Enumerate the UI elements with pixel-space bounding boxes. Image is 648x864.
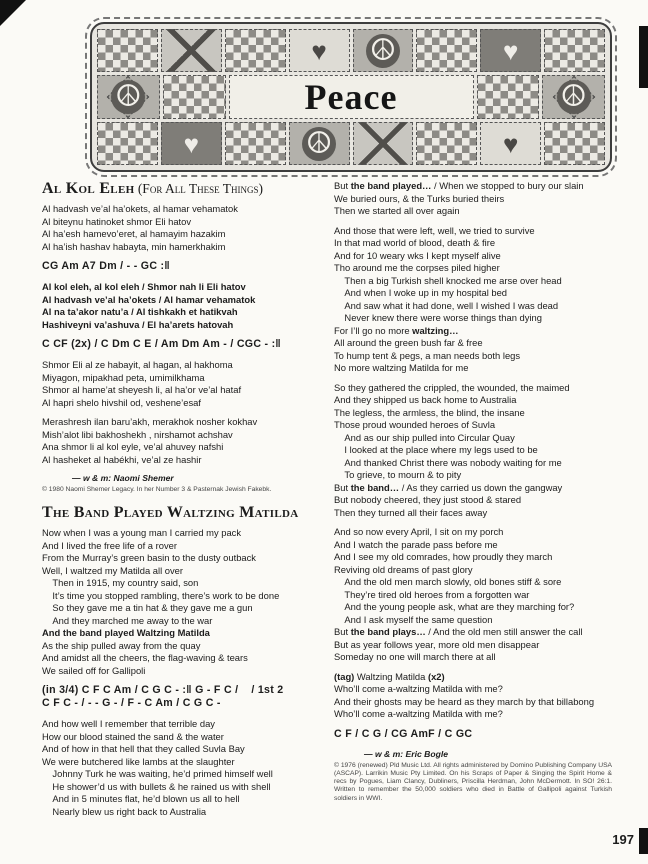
peace-icon: ☮ xyxy=(369,33,397,67)
lyric-line: Mish’alot libi bakhoshekh , nirshamot achshav xyxy=(42,428,233,440)
lyric-line: Never knew there were worse things than dying xyxy=(334,312,542,323)
attrib-block: — w & m: Naomi Shemer xyxy=(72,473,174,483)
lyric-line: And their ghosts may be heard as they march by that billabong xyxy=(334,695,595,707)
lyric-line: And I lived the free life of a rover xyxy=(42,539,177,551)
lyric-line: How our blood stained the sand & the water xyxy=(42,730,224,742)
lyric-line: And for 10 weary wks I kept myself alive xyxy=(334,249,501,261)
quilt-patch xyxy=(161,122,222,165)
lyric-line: No more waltzing Matilda for me xyxy=(334,362,469,373)
quilt-patch xyxy=(544,29,605,72)
lyric-line: But the band played… / When we stopped to bury our slain xyxy=(334,180,584,191)
chord-line: C F / C G / CG AmF / C GC xyxy=(334,727,473,740)
lyric-line: (tag) Waltzing Matilda (x2) xyxy=(334,670,445,682)
lyric-line: Miyagon, mipakhad peta, umimilkhama xyxy=(42,371,205,383)
lyric-line: Who’ll come a-waltzing Matilda with me? xyxy=(334,683,503,694)
lyric-line: And the band played Waltzing Matilda xyxy=(42,627,210,639)
lyric-line: But the band plays… / And the old men still answer the call xyxy=(334,626,583,637)
peace-badge xyxy=(557,80,591,114)
song-title-text: Al Kol Eleh xyxy=(42,180,135,197)
quilt-patch xyxy=(480,122,541,165)
corner-triangle xyxy=(0,0,26,26)
quilt-patch xyxy=(353,29,414,72)
lyric-line: And they marched me away to the war xyxy=(42,614,213,626)
quilt-patch xyxy=(480,29,541,72)
heart-icon: ♥ xyxy=(502,128,519,159)
copyright-block: © 1976 (renewed) Pld Music Ltd. All rights administered by Domino Publishing Company USA (ASCAP). Larrikin Music Pty Limited. On his Scraps of Paper & Singing the Spirit Home & recs by Pogues, Liam Clancy, Dubliners, Priscilla Herdman, John McDermott. In SO! 26:1. Written to remember the 50,000 soldiers who died in Battle of Gallipoli against Turkish soldiers in WWI. xyxy=(334,761,612,802)
lyric-line: Shmor al hame’at sheyesh li, al ha’or ve’al hataf xyxy=(42,384,242,395)
lyric-line: For I’ll go no more waltzing… xyxy=(334,324,459,336)
lyric-line: Al ha’esh hamevo’eret, al hamayim hazakim xyxy=(42,228,226,239)
lyric-line: And in 5 minutes flat, he’d blown us all to hell xyxy=(42,793,240,805)
chord-line: CG Am A7 Dm / - - GC :‖ xyxy=(42,260,170,272)
peace-icon: ☮ xyxy=(114,80,142,113)
song-title-text: The Band Played Waltzing Matilda xyxy=(42,504,299,522)
song-title xyxy=(42,504,320,522)
lyric-line: We were butchered like lambs at the slaughter xyxy=(42,755,235,767)
chords-block xyxy=(42,338,320,351)
quilt-patch xyxy=(416,29,477,72)
quilt-patch xyxy=(225,29,286,72)
lyric-line: So they gave me a tin hat & they gave me a gun xyxy=(42,602,253,614)
lyric-line: Merashresh ilan baru’akh, merakhok nosher kokhav xyxy=(42,416,258,427)
x-stitch-patch xyxy=(353,122,414,165)
lyric-line: The legless, the armless, the blind, the insane xyxy=(334,406,525,418)
right-column xyxy=(334,180,612,825)
chord-line: (in 3/4) C F C Am / C G C - :‖ G - F C / / 1st 2 xyxy=(42,684,284,697)
lyric-line: Nearly blew us right back to Australia xyxy=(42,805,207,817)
page-number: 197 xyxy=(612,832,634,847)
quilt-patch xyxy=(97,122,158,165)
quilt-patch xyxy=(163,75,226,119)
chords-block xyxy=(42,684,320,710)
attrib-block: — w & m: Eric Bogle xyxy=(364,748,449,759)
chorus-block xyxy=(42,281,320,331)
song-title xyxy=(42,180,320,198)
heart-icon: ♥ xyxy=(311,35,327,66)
peace-icon: ☮ xyxy=(305,126,333,160)
lyric-line: Al hasheket al habékhi, ve’al ze hashir xyxy=(42,453,202,465)
lyric-line: Shmor Eli al ze habayit, al hagan, al hakhoma xyxy=(42,359,233,370)
verse-block xyxy=(334,526,612,664)
lyric-line: Al hadvash ve’al ha’okets, al hamar vehamatok xyxy=(42,203,238,214)
lyric-line: Then they turned all their faces away xyxy=(334,506,488,518)
lyric-line: They’re tired old heroes from a forgotten war xyxy=(334,588,530,600)
lyric-line: Al na ta’akor natu’a / Al tishkakh et hatikvah xyxy=(42,306,238,317)
quilt-row-top xyxy=(97,29,605,72)
lyric-line: Those proud wounded heroes of Suvla xyxy=(334,419,496,430)
lyric-line: Al hadvash ve’al ha’okets / Al hamar vehamatok xyxy=(42,293,256,305)
lyric-line: And those that were left, well, we tried to survive xyxy=(334,224,535,236)
lyric-line: He shower’d us with bullets & he rained us with shell xyxy=(42,780,271,792)
lyric-line: All around the green bush far & free xyxy=(334,337,483,348)
chord-line: C F C - / - - G - / F - C Am / C G C - xyxy=(42,697,221,710)
heart-icon: ♥ xyxy=(502,35,519,66)
lyric-line: Tho around me the corpses piled higher xyxy=(334,262,500,273)
edge-tab-bottom xyxy=(639,828,648,854)
quilt-patch xyxy=(416,122,477,165)
lyric-line: Ana shmor li al kol eyle, ve’al ahuvey nafshi xyxy=(42,441,224,452)
lyric-line: And as our ship pulled into Circular Quay xyxy=(334,431,515,443)
lyric-line: From the Murray’s green basin to the dusty outback xyxy=(42,552,256,564)
lyric-line: And I ask myself the same question xyxy=(334,613,493,625)
lyric-line: And thanked Christ there was nobody waiting for me xyxy=(334,456,562,468)
lyric-line: And I see my old comrades, how proudly they march xyxy=(334,551,553,562)
copyright-block: © 1980 Naomi Shemer Legacy. In her Number 3 & Pasternak Jewish Fakebk. xyxy=(42,486,272,493)
quilt-patch xyxy=(542,75,605,119)
quilt-banner xyxy=(90,22,612,172)
lyric-line: Who’ll come a-waltzing Matilda with me? xyxy=(334,708,503,719)
peace-badge xyxy=(302,127,336,161)
lyric-line: And the old men march slowly, old bones stiff & sore xyxy=(334,576,562,587)
lyric-line: Someday no one will march there at all xyxy=(334,651,496,662)
verse-block xyxy=(42,359,320,409)
edge-tab-top xyxy=(639,26,648,88)
verse-block xyxy=(42,203,320,253)
verse-block xyxy=(42,416,320,466)
lyric-line: In that mad world of blood, death & fire xyxy=(334,237,496,248)
lyric-line: We buried ours, & the Turks buried theirs xyxy=(334,192,505,204)
lyric-line: And they shipped us back home to Australia xyxy=(334,394,517,405)
lyric-line: It’s time you stopped rambling, there’s work to be done xyxy=(42,589,280,601)
lyric-line: And how well I remember that terrible day xyxy=(42,718,215,730)
verse-block xyxy=(334,180,612,218)
lyric-line: Well, I waltzed my Matilda all over xyxy=(42,564,184,576)
lyric-line: Al biteynu hatinoket shmor Eli hatov xyxy=(42,215,192,227)
quilt-row-middle xyxy=(97,75,605,119)
peace-icon: ☮ xyxy=(560,80,588,113)
verse-block xyxy=(42,527,320,677)
lyric-line: And the young people ask, what are they marching for? xyxy=(334,601,575,612)
song-content xyxy=(42,180,612,825)
lyric-line: Al ha’ish hashav habayta, min hamerkhakim xyxy=(42,240,226,252)
quilt-patch xyxy=(225,122,286,165)
lyric-line: And so now every April, I sit on my porch xyxy=(334,526,504,537)
lyric-line: Hashiveyni va’ashuva / El ha’arets hatovah xyxy=(42,318,234,330)
chord-line: C CF (2x) / C Dm C E / Am Dm Am - / CGC - :‖ xyxy=(42,338,281,350)
quilt-patch xyxy=(289,29,350,72)
quilt-patch xyxy=(97,75,160,119)
lyric-line: Johnny Turk he was waiting, he’d primed himself well xyxy=(42,768,273,780)
chords-block xyxy=(334,728,612,741)
lyric-line: To grieve, to mourn & to pity xyxy=(334,469,462,480)
verse-block xyxy=(42,718,320,818)
lyric-line: And amidst all the cheers, the flag-waving & tears xyxy=(42,652,248,664)
lyric-line: Reviving old dreams of past glory xyxy=(334,563,473,575)
lyric-line: So they gathered the crippled, the wounded, the maimed xyxy=(334,381,570,393)
lyric-line: To hump tent & pegs, a man needs both legs xyxy=(334,349,521,361)
song-title-suffix: (For All These Things) xyxy=(134,181,263,196)
lyric-line: We sailed off for Gallipoli xyxy=(42,664,146,676)
verse-block xyxy=(334,225,612,375)
lyric-line: Then we started all over again xyxy=(334,205,460,216)
quilt-patch xyxy=(289,122,350,165)
lyric-line: But nobody cheered, they just stood & stared xyxy=(334,494,522,505)
quilt-patch xyxy=(544,122,605,165)
peace-badge xyxy=(366,34,400,68)
peace-badge xyxy=(111,80,145,114)
left-column xyxy=(42,180,320,825)
lyric-line: Now when I was a young man I carried my pack xyxy=(42,527,242,539)
lyric-line: As the ship pulled away from the quay xyxy=(42,639,201,651)
x-stitch-patch xyxy=(161,29,222,72)
quilt-patch xyxy=(477,75,540,119)
heart-icon: ♥ xyxy=(183,128,200,159)
lyric-line: Al hapri shelo hivshil od, veshene’esaf xyxy=(42,396,201,408)
banner-title: Peace xyxy=(304,77,398,117)
lyric-line: But as year follows year, more old men disappear xyxy=(334,638,540,650)
lyric-line: Al kol eleh, al kol eleh / Shmor nah li Eli hatov xyxy=(42,281,246,292)
quilt-row-bottom xyxy=(97,122,605,165)
lyric-line: And of how in that hell that they called Suvla Bay xyxy=(42,743,245,755)
verse-block xyxy=(334,671,612,721)
lyric-line: Then in 1915, my country said, son xyxy=(42,577,199,589)
lyric-line: Then a big Turkish shell knocked me arse over head xyxy=(334,274,562,286)
lyric-line: But the band… / As they carried us down the gangway xyxy=(334,481,563,493)
lyric-line: I looked at the place where my legs used to be xyxy=(334,444,538,455)
quilt-patch xyxy=(97,29,158,72)
lyric-line: And saw what it had done, well I wished I was dead xyxy=(334,299,559,311)
banner-title-band xyxy=(229,75,474,119)
verse-block xyxy=(334,382,612,520)
lyric-line: And I watch the parade pass before me xyxy=(334,538,498,550)
lyric-line: And when I woke up in my hospital bed xyxy=(334,287,508,298)
chords-block xyxy=(42,260,320,273)
